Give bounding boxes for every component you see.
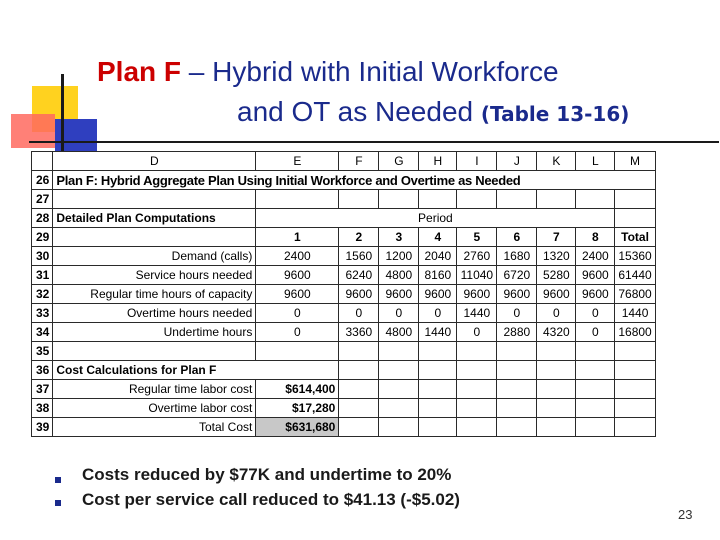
cell[interactable] xyxy=(615,361,655,380)
data-cell[interactable]: 2 xyxy=(339,228,379,247)
sheet-row xyxy=(32,209,656,228)
cell[interactable] xyxy=(497,380,537,399)
data-cell[interactable]: 1 xyxy=(256,228,339,247)
cell[interactable] xyxy=(537,342,576,361)
cell[interactable] xyxy=(537,418,576,437)
data-cell[interactable]: 0 xyxy=(576,323,615,342)
cell[interactable] xyxy=(419,342,457,361)
data-cell[interactable]: 9600 xyxy=(576,285,615,304)
cell[interactable] xyxy=(457,399,497,418)
data-cell[interactable]: 7 xyxy=(537,228,576,247)
cell[interactable] xyxy=(379,361,419,380)
column-header-row xyxy=(32,152,656,171)
sheet-row xyxy=(32,323,656,342)
sheet-row xyxy=(32,304,656,323)
data-cell[interactable]: 8160 xyxy=(419,266,457,285)
cell[interactable] xyxy=(457,190,497,209)
row-number[interactable]: 28 xyxy=(32,209,53,228)
cell[interactable] xyxy=(457,361,497,380)
cell[interactable] xyxy=(379,418,419,437)
cell[interactable] xyxy=(537,380,576,399)
cell[interactable] xyxy=(576,361,615,380)
decor-vertical-line xyxy=(61,74,64,160)
data-cell[interactable]: 3360 xyxy=(339,323,379,342)
column-header[interactable] xyxy=(32,152,53,171)
row-number[interactable]: 35 xyxy=(32,342,53,361)
cell[interactable] xyxy=(576,380,615,399)
cell[interactable] xyxy=(53,190,256,209)
cost-label-cell[interactable]: Overtime labor cost xyxy=(53,399,256,418)
row-number[interactable]: 26 xyxy=(32,171,53,190)
row-label-cell[interactable]: Overtime hours needed xyxy=(53,304,256,323)
cell[interactable] xyxy=(497,361,537,380)
cell[interactable] xyxy=(339,190,379,209)
data-cell[interactable]: 1440 xyxy=(615,304,655,323)
cell[interactable] xyxy=(339,380,379,399)
cell[interactable] xyxy=(379,399,419,418)
data-cell[interactable]: 1680 xyxy=(497,247,537,266)
data-cell[interactable]: 2040 xyxy=(419,247,457,266)
total-cost-cell[interactable]: $631,680 xyxy=(256,418,339,437)
bullet-marker xyxy=(55,500,61,506)
cell[interactable] xyxy=(457,418,497,437)
data-cell[interactable]: 9600 xyxy=(256,285,339,304)
cell[interactable] xyxy=(497,399,537,418)
row-label-cell[interactable] xyxy=(53,228,256,247)
sheet-row xyxy=(32,380,656,399)
cost-value-cell[interactable]: $614,400 xyxy=(256,380,339,399)
row-number[interactable]: 29 xyxy=(32,228,53,247)
data-cell[interactable]: 6 xyxy=(497,228,537,247)
cell[interactable] xyxy=(419,361,457,380)
row-label-cell[interactable]: Undertime hours xyxy=(53,323,256,342)
data-cell[interactable]: 11040 xyxy=(457,266,497,285)
data-cell[interactable]: 9600 xyxy=(576,266,615,285)
data-cell[interactable]: 1560 xyxy=(339,247,379,266)
sheet-row xyxy=(32,171,656,190)
row-label-cell[interactable]: Demand (calls) xyxy=(53,247,256,266)
data-cell[interactable]: 0 xyxy=(379,304,419,323)
column-header[interactable]: L xyxy=(576,152,615,171)
cell[interactable] xyxy=(576,342,615,361)
cell[interactable] xyxy=(419,190,457,209)
data-cell[interactable]: Total xyxy=(615,228,655,247)
cell[interactable] xyxy=(615,380,655,399)
cell[interactable] xyxy=(457,380,497,399)
cell[interactable] xyxy=(615,190,655,209)
section-label-cell[interactable]: Detailed Plan Computations xyxy=(53,209,256,228)
cell[interactable] xyxy=(419,380,457,399)
data-cell[interactable]: 2760 xyxy=(457,247,497,266)
data-cell[interactable]: 2400 xyxy=(256,247,339,266)
cell[interactable] xyxy=(615,209,655,228)
data-cell[interactable]: 0 xyxy=(419,304,457,323)
bullet-marker xyxy=(55,477,61,483)
cost-label-cell[interactable]: Regular time labor cost xyxy=(53,380,256,399)
data-cell[interactable]: 8 xyxy=(576,228,615,247)
bullet-text: Costs reduced by $77K and undertime to 20% xyxy=(82,465,452,484)
data-cell[interactable]: 2880 xyxy=(497,323,537,342)
cell[interactable] xyxy=(576,399,615,418)
sheet-row xyxy=(32,285,656,304)
title-line-1-rest: – Hybrid with Initial Workforce xyxy=(181,56,559,87)
cell[interactable] xyxy=(615,399,655,418)
cell[interactable] xyxy=(615,342,655,361)
sheet-row xyxy=(32,361,656,380)
cell[interactable] xyxy=(419,418,457,437)
sheet-row xyxy=(32,342,656,361)
data-cell[interactable]: 6240 xyxy=(339,266,379,285)
decor-horizontal-line xyxy=(29,141,719,143)
column-header[interactable]: M xyxy=(615,152,655,171)
data-cell[interactable]: 0 xyxy=(576,304,615,323)
sheet-title-cell[interactable]: Plan F: Hybrid Aggregate Plan Using Initial Workforce and Overtime as Needed xyxy=(53,171,655,190)
row-number[interactable]: 37 xyxy=(32,380,53,399)
data-cell[interactable]: 9600 xyxy=(419,285,457,304)
cell[interactable] xyxy=(497,190,537,209)
data-cell[interactable]: 0 xyxy=(537,304,576,323)
row-number[interactable]: 30 xyxy=(32,247,53,266)
cell[interactable] xyxy=(256,190,339,209)
row-number[interactable]: 36 xyxy=(32,361,53,380)
column-header[interactable]: J xyxy=(497,152,537,171)
data-cell[interactable]: 0 xyxy=(256,323,339,342)
column-header[interactable]: D xyxy=(53,152,256,171)
cell[interactable] xyxy=(615,418,655,437)
period-header-cell[interactable]: Period xyxy=(256,209,615,228)
data-cell[interactable]: 4320 xyxy=(537,323,576,342)
sheet-row xyxy=(32,247,656,266)
sheet-row xyxy=(32,228,656,247)
data-cell[interactable]: 15360 xyxy=(615,247,655,266)
column-header[interactable]: G xyxy=(379,152,419,171)
data-cell[interactable]: 9600 xyxy=(457,285,497,304)
sheet-row xyxy=(32,190,656,209)
cell[interactable] xyxy=(339,361,379,380)
cell[interactable] xyxy=(576,190,615,209)
data-cell[interactable]: 0 xyxy=(339,304,379,323)
data-cell[interactable]: 9600 xyxy=(537,285,576,304)
table-reference: (Table 13-16) xyxy=(480,102,630,126)
data-cell[interactable]: 1440 xyxy=(419,323,457,342)
bullet-text: Cost per service call reduced to $41.13 (-$5.02) xyxy=(82,490,460,509)
row-number[interactable]: 34 xyxy=(32,323,53,342)
row-number[interactable]: 39 xyxy=(32,418,53,437)
data-cell[interactable]: 4 xyxy=(419,228,457,247)
data-cell[interactable]: 9600 xyxy=(339,285,379,304)
row-number[interactable]: 32 xyxy=(32,285,53,304)
column-header[interactable]: H xyxy=(419,152,457,171)
data-cell[interactable]: 4800 xyxy=(379,266,419,285)
data-cell[interactable]: 9600 xyxy=(497,285,537,304)
data-cell[interactable]: 16800 xyxy=(615,323,655,342)
column-header[interactable]: F xyxy=(339,152,379,171)
data-cell[interactable]: 0 xyxy=(497,304,537,323)
data-cell[interactable]: 76800 xyxy=(615,285,655,304)
row-number[interactable]: 33 xyxy=(32,304,53,323)
row-label-cell[interactable]: Service hours needed xyxy=(53,266,256,285)
data-cell[interactable]: 1320 xyxy=(537,247,576,266)
data-cell[interactable]: 3 xyxy=(379,228,419,247)
data-cell[interactable]: 0 xyxy=(457,323,497,342)
data-cell[interactable]: 4800 xyxy=(379,323,419,342)
cell[interactable] xyxy=(339,342,379,361)
cell[interactable] xyxy=(256,342,339,361)
data-cell[interactable]: 5280 xyxy=(537,266,576,285)
sheet-row xyxy=(32,418,656,437)
row-label-cell[interactable]: Regular time hours of capacity xyxy=(53,285,256,304)
cell[interactable] xyxy=(537,190,576,209)
cell[interactable] xyxy=(339,418,379,437)
slide-title-line-2 xyxy=(237,96,629,130)
sheet-row xyxy=(32,399,656,418)
data-cell[interactable]: 1200 xyxy=(379,247,419,266)
title-line-2: and OT as Needed xyxy=(237,96,481,127)
cell[interactable] xyxy=(576,418,615,437)
cell[interactable] xyxy=(457,342,497,361)
data-cell[interactable]: 9600 xyxy=(256,266,339,285)
cell[interactable] xyxy=(379,380,419,399)
cell[interactable] xyxy=(537,361,576,380)
data-cell[interactable]: 6720 xyxy=(497,266,537,285)
cell[interactable] xyxy=(379,342,419,361)
cell[interactable] xyxy=(339,399,379,418)
row-number[interactable]: 38 xyxy=(32,399,53,418)
section-label-cell[interactable]: Cost Calculations for Plan F xyxy=(53,361,339,380)
cell[interactable] xyxy=(379,190,419,209)
column-header[interactable]: K xyxy=(537,152,576,171)
data-cell[interactable]: 5 xyxy=(457,228,497,247)
data-cell[interactable]: 61440 xyxy=(615,266,655,285)
cell[interactable] xyxy=(497,342,537,361)
cost-label-cell[interactable]: Total Cost xyxy=(53,418,256,437)
slide-title-line-1 xyxy=(97,56,559,88)
spreadsheet-table xyxy=(31,151,656,437)
cell[interactable] xyxy=(419,399,457,418)
data-cell[interactable]: 0 xyxy=(256,304,339,323)
row-number[interactable]: 31 xyxy=(32,266,53,285)
cost-value-cell[interactable]: $17,280 xyxy=(256,399,339,418)
cell[interactable] xyxy=(497,418,537,437)
plan-label: Plan F xyxy=(97,56,182,87)
page-number: 23 xyxy=(678,507,693,522)
column-header[interactable]: E xyxy=(256,152,339,171)
data-cell[interactable]: 9600 xyxy=(379,285,419,304)
sheet-row xyxy=(32,266,656,285)
row-number[interactable]: 27 xyxy=(32,190,53,209)
column-header[interactable]: I xyxy=(457,152,497,171)
cell[interactable] xyxy=(537,399,576,418)
data-cell[interactable]: 2400 xyxy=(576,247,615,266)
data-cell[interactable]: 1440 xyxy=(457,304,497,323)
cell[interactable] xyxy=(53,342,256,361)
